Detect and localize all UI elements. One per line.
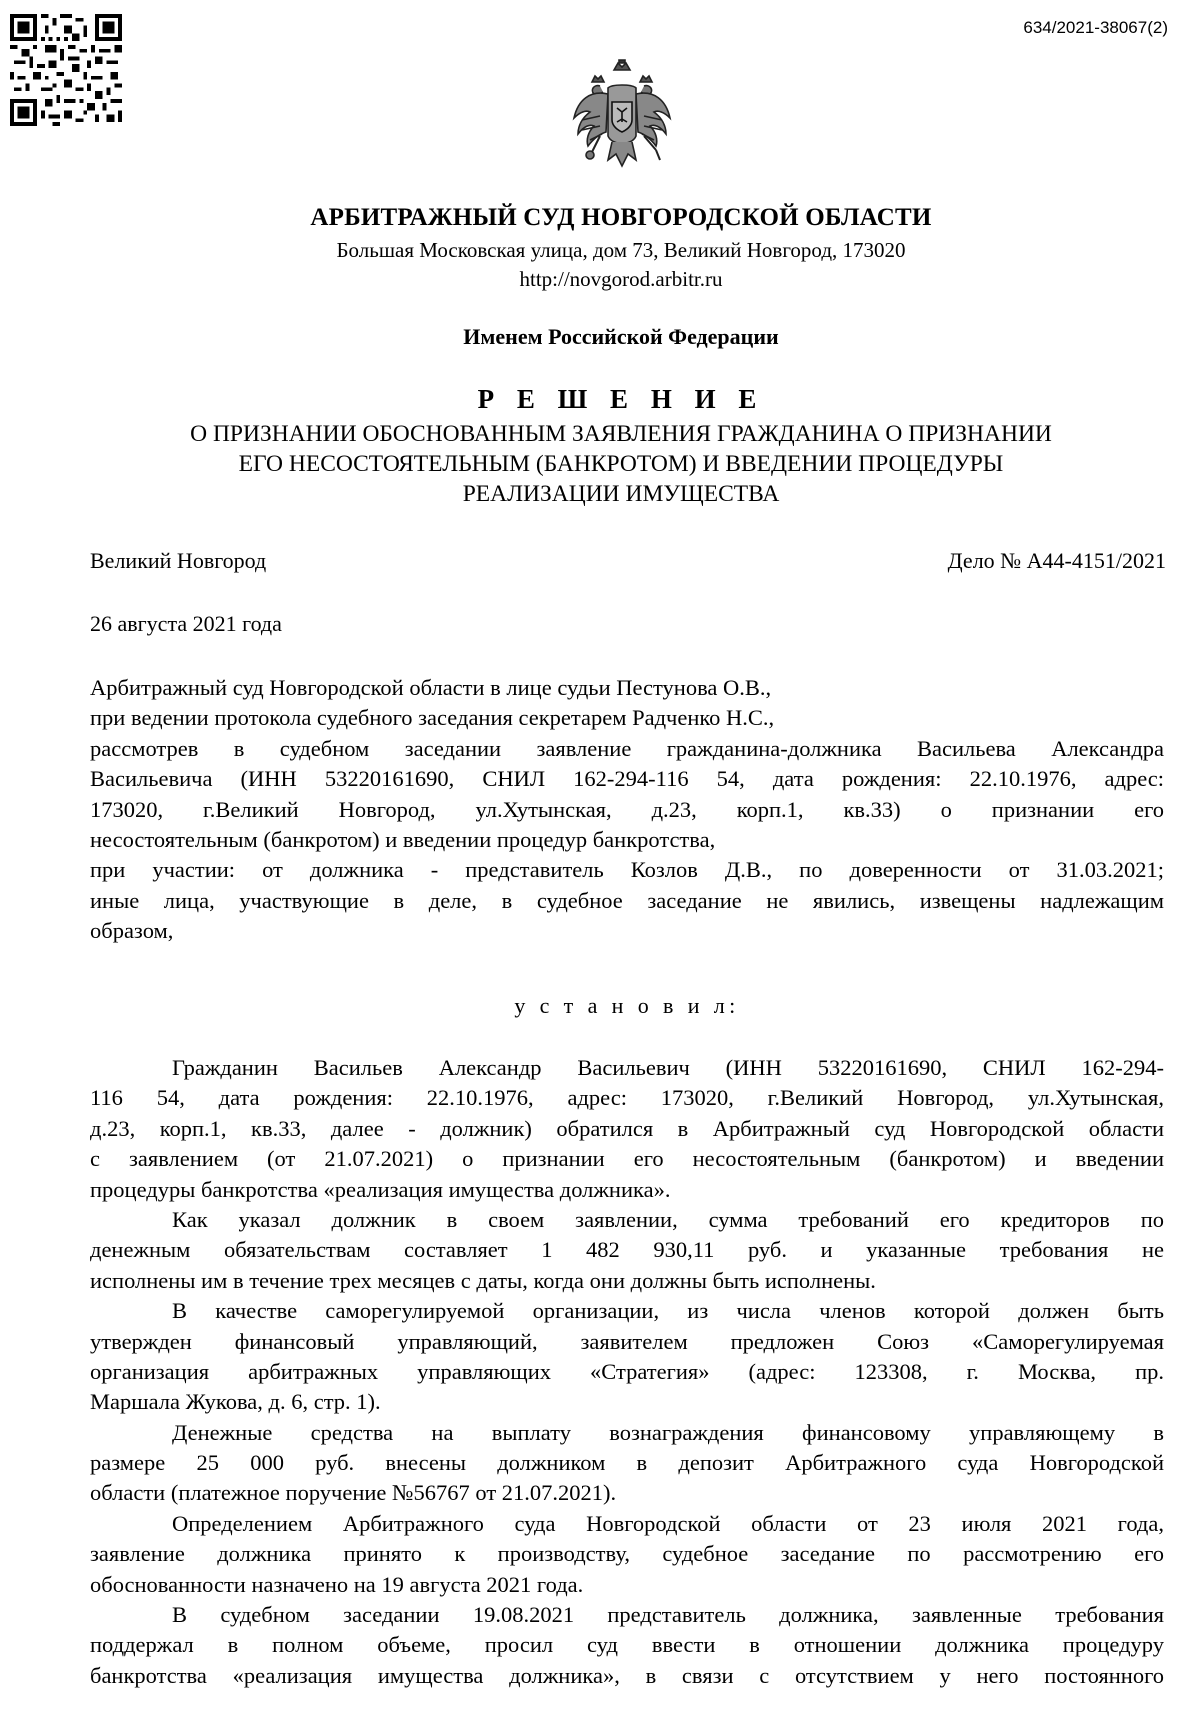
text-line: поддержал в полном объеме, просил суд ввести в отношении должника процедуру: [90, 1632, 1164, 1658]
text-line: утвержден финансовый управляющий, заявителем предложен Союз «Саморегулируемая: [90, 1328, 1164, 1354]
text-line: В качестве саморегулируемой организации, из числа членов которой должен быть: [172, 1298, 1164, 1324]
in-the-name-heading: Именем Российской Федерации: [463, 324, 779, 349]
body-text: [90, 1053, 1164, 1691]
text-line: при ведении протокола судебного заседания секретарем Радченко Н.С.,: [90, 705, 775, 731]
case-number: Дело № А44-4151/2021: [947, 548, 1166, 573]
text-line: Как указал должник в своем заявлении, сумма требований его кредиторов по: [172, 1206, 1164, 1232]
text-line: Арбитражный суд Новгородской области в лице судьи Пестунова О.В.,: [90, 675, 772, 700]
text-line: Гражданин Васильев Александр Васильевич (ИНН 53220161690, СНИЛ 162-294-: [172, 1055, 1164, 1080]
text-line: денежным обязательствам составляет 1 482 930,11 руб. и указанные требования не: [90, 1237, 1164, 1263]
text-line: Васильевича (ИНН 53220161690, СНИЛ 162-294-116 54, дата рождения: 22.10.1976, адрес:: [90, 766, 1164, 792]
decision-subtitle-line: О ПРИЗНАНИИ ОБОСНОВАННЫМ ЗАЯВЛЕНИЯ ГРАЖДАНИНА О ПРИЗНАНИИ: [190, 421, 1052, 447]
coat-of-arms-icon: [570, 56, 674, 170]
text-line: образом,: [90, 918, 174, 944]
text-line: процедуры банкротства «реализация имущества должника».: [90, 1176, 671, 1202]
text-line: Определением Арбитражного суда Новгородской области от 23 июля 2021 года,: [172, 1510, 1164, 1536]
intro-paragraph: [90, 673, 1164, 947]
court-name: АРБИТРАЖНЫЙ СУД НОВГОРОДСКОЙ ОБЛАСТИ: [310, 204, 932, 231]
text-line: банкротства «реализация имущества должника», в связи с отсутствием у него постоянного: [90, 1662, 1164, 1688]
text-line: Денежные средства на выплату вознаграждения финансовому управляющему в: [172, 1419, 1164, 1445]
decision-subtitle-line: РЕАЛИЗАЦИИ ИМУЩЕСТВА: [462, 481, 780, 507]
decision-date: 26 августа 2021 года: [90, 611, 282, 636]
decision-subtitle-line: ЕГО НЕСОСТОЯТЕЛЬНЫМ (БАНКРОТОМ) И ВВЕДЕНИИ ПРОЦЕДУРЫ: [238, 451, 1004, 477]
text-line: при участии: от должника - представитель Козлов Д.В., по доверенности от 31.03.2021;: [90, 857, 1164, 883]
decision-subtitle: [90, 419, 1152, 509]
text-line: исполнены им в течение трех месяцев с даты, когда они должны быть исполнены.: [90, 1267, 876, 1293]
text-line: Маршала Жукова, д. 6, стр. 1).: [90, 1389, 381, 1415]
text-line: обоснованности назначено на 19 августа 2021 года.: [90, 1571, 584, 1597]
decision-title: Р Е Ш Е Н И Е: [477, 384, 765, 414]
text-line: В судебном заседании 19.08.2021 представитель должника, заявленные требования: [172, 1602, 1164, 1628]
text-line: области (платежное поручение №56767 от 21.07.2021).: [90, 1480, 617, 1506]
text-line: 116 54, дата рождения: 22.10.1976, адрес: 173020, г.Великий Новгород, ул.Хутынская,: [90, 1085, 1164, 1111]
text-line: размере 25 000 руб. внесены должником в депозит Арбитражного суда Новгородской: [90, 1450, 1164, 1476]
established-heading: у с т а н о в и л:: [514, 993, 740, 1018]
court-address: Большая Московская улица, дом 73, Великий Новгород, 173020: [336, 238, 906, 262]
text-line: с заявлением (от 21.07.2021) о признании его несостоятельным (банкротом) и введении: [90, 1146, 1164, 1172]
text-line: заявление должника принято к производству, судебное заседание по рассмотрению его: [90, 1541, 1164, 1567]
city: Великий Новгород: [90, 548, 267, 573]
text-line: 173020, г.Великий Новгород, ул.Хутынская, д.23, корп.1, кв.33) о признании его: [90, 796, 1164, 822]
text-line: организация арбитражных управляющих «Стратегия» (адрес: 123308, г. Москва, пр.: [90, 1358, 1164, 1384]
text-line: рассмотрев в судебном заседании заявление гражданина-должника Васильева Александра: [90, 735, 1164, 761]
text-line: несостоятельным (банкротом) и введении процедур банкротства,: [90, 826, 716, 852]
text-line: д.23, корп.1, кв.33, далее - должник) обратился в Арбитражный суд Новгородской области: [90, 1115, 1164, 1141]
qr-code: [10, 14, 122, 126]
text-line: иные лица, участвующие в деле, в судебное заседание не явились, извещены надлежащим: [90, 887, 1164, 913]
document-number: 634/2021-38067(2): [1023, 18, 1168, 37]
court-website: http://novgorod.arbitr.ru: [519, 267, 723, 291]
